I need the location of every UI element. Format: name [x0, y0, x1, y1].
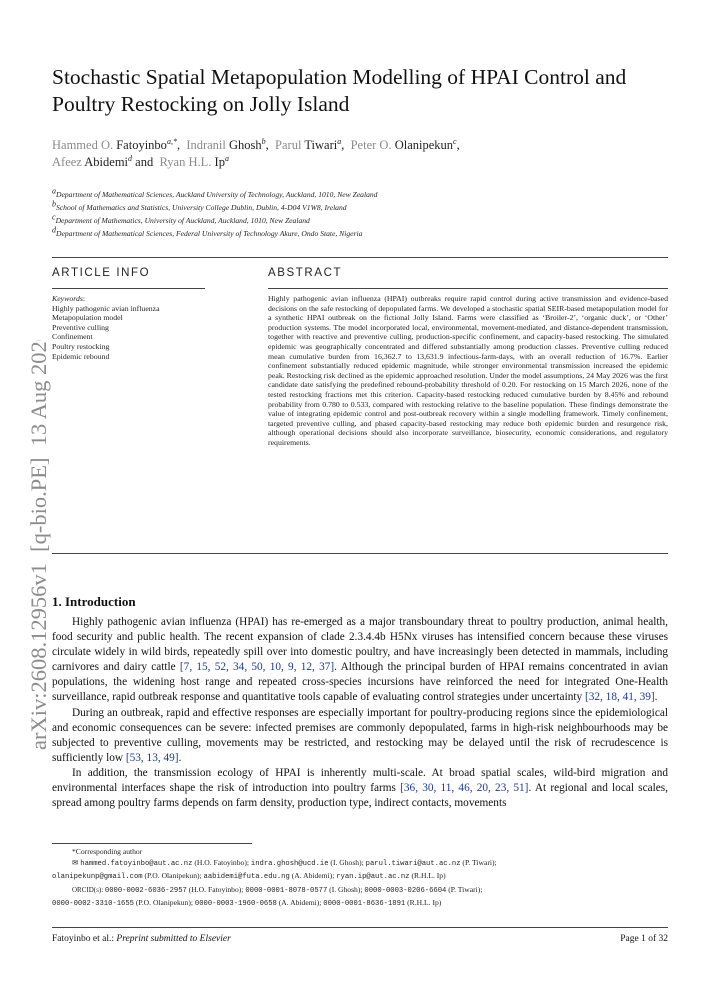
affiliation: $^d$Department of Mathematical Sciences, Federal University of Technology Akure, Ondo State, Nigeria — [52, 225, 363, 238]
keywords-label: Keywords: — [52, 294, 86, 303]
affiliation: $^a$Department of Mathematical Sciences, Auckland University of Technology, Auckland, 1010, New Zealand — [52, 186, 378, 199]
introduction-body — [52, 615, 668, 811]
email-link[interactable]: indra.ghosh@ucd.ie — [250, 860, 329, 869]
author: Indranil Ghosh$^b$ — [186, 136, 266, 152]
author: Afeez Abidemi$^d$ — [52, 153, 133, 169]
keyword: Epidemic rebound — [52, 351, 110, 361]
citation-link[interactable]: [7, 15, 52, 34, 50, 10, 9, 12, 37] — [179, 661, 335, 674]
envelope-icon: ✉ — [72, 858, 79, 868]
running-footer: Fatoyinbo et al.: Preprint submitted to Elsevier — [52, 934, 231, 944]
keyword: Confinement — [52, 332, 93, 342]
divider — [52, 288, 205, 289]
page-number: Page 1 of 32 — [620, 934, 668, 944]
email-link[interactable]: ryan.ip@aut.ac.nz — [336, 873, 410, 882]
orcid-link[interactable]: 0000-0003-0206-6604 — [364, 886, 447, 895]
email-link[interactable]: hammed.fatoyinbo@aut.ac.nz — [80, 860, 193, 869]
section-heading-introduction: 1. Introduction — [52, 594, 136, 609]
arxiv-watermark-text: arXiv:2608.12956v1 [q-bio.PE] 13 Aug 2026 — [26, 340, 51, 750]
author: Peter O. Olanipekun$^c$ — [350, 136, 457, 152]
orcid-link[interactable]: 0000-0002-6036-2957 — [104, 886, 187, 895]
keyword: Highly pathogenic avian influenza — [52, 303, 160, 313]
footer-divider — [52, 927, 668, 928]
orcid-link[interactable]: 0000-0001-8636-1891 — [323, 899, 406, 908]
email-link[interactable]: parul.tiwari@aut.ac.nz — [365, 860, 461, 869]
arxiv-watermark — [22, 340, 54, 750]
author-list: Hammed O. Fatoyinbo$^{a,*}$, Indranil Ghosh$^b$, Parul Tiwari$^a$, Peter O. Olanipekun$^c$, Afeez Abidemi$^d$ and Ryan H.L. Ip$^a$ — [52, 136, 460, 169]
author: Ryan H.L. Ip$^a$ — [159, 153, 229, 169]
divider — [268, 288, 668, 289]
paragraph: During an outbreak, rapid and effective responses are especially important for poultry-producing regions since the epidemiological and economic consequences can be severe: infected premises are commonly depopulated, farms in high-risk neighbourhoods may be subjected to preventive culling, movements may be restricted, and restocking may be delayed until the risk of recrudescence is sufficiently low [53, 13, 49]. — [52, 706, 668, 764]
email-list: ✉ hammed.fatoyinbo@aut.ac.nz (H.O. Fatoyinbo); indra.ghosh@ucd.ie (I. Ghosh); parul.tiwari@aut.ac.nz (P. Tiwari); olanipekunp@gmail.com (P.O. Olanipekun); aabidemi@futa.edu.ng (A. Abidemi); ryan.ip@aut.ac.nz (R.H.L. Ip) — [52, 858, 497, 882]
citation-link[interactable]: [36, 30, 11, 46, 20, 23, 51] — [400, 782, 529, 795]
orcid-list: ORCID(s): 0000-0002-6036-2957 (H.O. Fatoyinbo); 0000-0001-8078-0577 (I. Ghosh); 0000-0003-0206-6604 (P. Tiwari); 0000-0002-3310-1655 (P.O. Olanipekun); 0000-0003-1960-0658 (A. Abidemi); 0000-0001-8636-1891 (R.H.L. Ip) — [52, 884, 483, 908]
paper-title: Stochastic Spatial Metapopulation Modelling of HPAI Control and Poultry Restocking on Jolly Island — [52, 65, 627, 116]
email-link[interactable]: olanipekunp@gmail.com — [52, 873, 143, 882]
paragraph: In addition, the transmission ecology of HPAI is inherently multi-scale. At broad spatial scales, wild-bird migration and environmental interfaces shape the risk of introduction into poultry farms [36, 30, 11, 46, 20, 23, 51]. At regional and local scales, spread among poultry farms depends on farm density, production type, indirect contacts, movements — [52, 766, 668, 810]
divider — [52, 257, 668, 258]
abstract-heading: ABSTRACT — [268, 267, 343, 279]
orcid-label: ORCID(s): — [72, 885, 105, 894]
citation-link[interactable]: [32, 18, 41, 39] — [584, 691, 655, 704]
citation-link[interactable]: [53, 13, 49] — [125, 751, 179, 764]
orcid-link[interactable]: 0000-0002-3310-1655 — [52, 899, 134, 908]
footnote-divider — [52, 843, 252, 844]
email-link[interactable]: aabidemi@futa.edu.ng — [203, 873, 290, 882]
footnotes — [52, 846, 668, 910]
paragraph: Highly pathogenic avian influenza (HPAI) has re-emerged as a major transboundary threat to poultry production, animal health, food security and public health. The recent expansion of clade 2.3.4.4b H5Nx viruses has intensified concern because these viruses circulate widely in wild birds, repeatedly spill over into domestic poultry, and have increasingly been detected in mammals, including carnivores and dairy cattle [7, 15, 52, 34, 50, 10, 9, 12, 37]. Although the principal burden of HPAI remains concentrated in avian populations, the widening host range and repeated cross-species incursions have reinforced the need for integrated One-Health surveillance, rapid outbreak response and quantitative tools capable of evaluating control strategies under uncertainty [32, 18, 41, 39]. — [52, 616, 668, 704]
affiliations — [52, 188, 692, 240]
keyword: Metapopulation model — [52, 313, 123, 323]
keyword: Preventive culling — [52, 322, 109, 332]
affiliation: $^b$School of Mathematics and Statistics, University College Dublin, Dublin, 4-D04 V1W8, Ireland — [52, 199, 347, 212]
abstract-text: Highly pathogenic avian influenza (HPAI) outbreaks require rapid control during active transmission and evidence-based decisions on the safe restocking of depopulated farms. We developed a stochastic spatial SEIR-based metapopulation model for a synthetic HPAI outbreak on the fictional Jolly Island. Farms were classified as ‘Broiler-2’, ‘organic duck’, or ‘Other’ production systems. The model incorporated local, environmental, movement-mediated, and distance-dependent transmission, together with reactive and preventive culling, production-specific confinement, and capacity-based restocking. The simulated epidemic was geographically concentrated and differed substantially among production classes. Preventive culling reduced mean cumulative burden from 16,362.7 to 13,631.9 infectious-farm-days, with an overall reduction of 16.7%. Earlier confinement substantially reduced epidemic magnitude, while stronger environmental transmission increased the epidemic peak. Restocking risk declined as the epidemic approached resolution. Under the model assumptions, 24 May 2026 was the first candidate date satisfying the predefined rebound-probability threshold of 0.20. For restocking on 15 March 2026, none of the tested restocking fractions met this criterion. Capacity-based restocking reduced cumulative burden by 8.45% and rebound probability from 0.780 to 0.533, compared with restocking relative to the baseline population. These findings demonstrate the value of integrating epidemic control and post-outbreak recovery within a single modelling framework. Timely confinement, targeted preventive culling, and phased capacity-based restocking may reduce both epidemic burden and resurgence risk, although operational decisions should also incorporate surveillance, biosecurity, economic considerations, and regulatory requirements. — [268, 294, 668, 447]
keywords-block — [52, 294, 212, 361]
author: Hammed O. Fatoyinbo$^{a,*}$ — [52, 136, 177, 152]
orcid-link[interactable]: 0000-0001-8078-0577 — [245, 886, 328, 895]
affiliation: $^c$Department of Mathematics, University of Auckland, Auckland, 1010, New Zealand — [52, 212, 310, 225]
corresponding-author-note: *Corresponding author — [72, 847, 143, 856]
orcid-link[interactable]: 0000-0003-1960-0658 — [194, 899, 277, 908]
divider — [52, 553, 668, 554]
article-info-heading: ARTICLE INFO — [52, 267, 151, 279]
keyword: Poultry restocking — [52, 341, 110, 351]
author: Parul Tiwari$^a$ — [275, 136, 342, 152]
